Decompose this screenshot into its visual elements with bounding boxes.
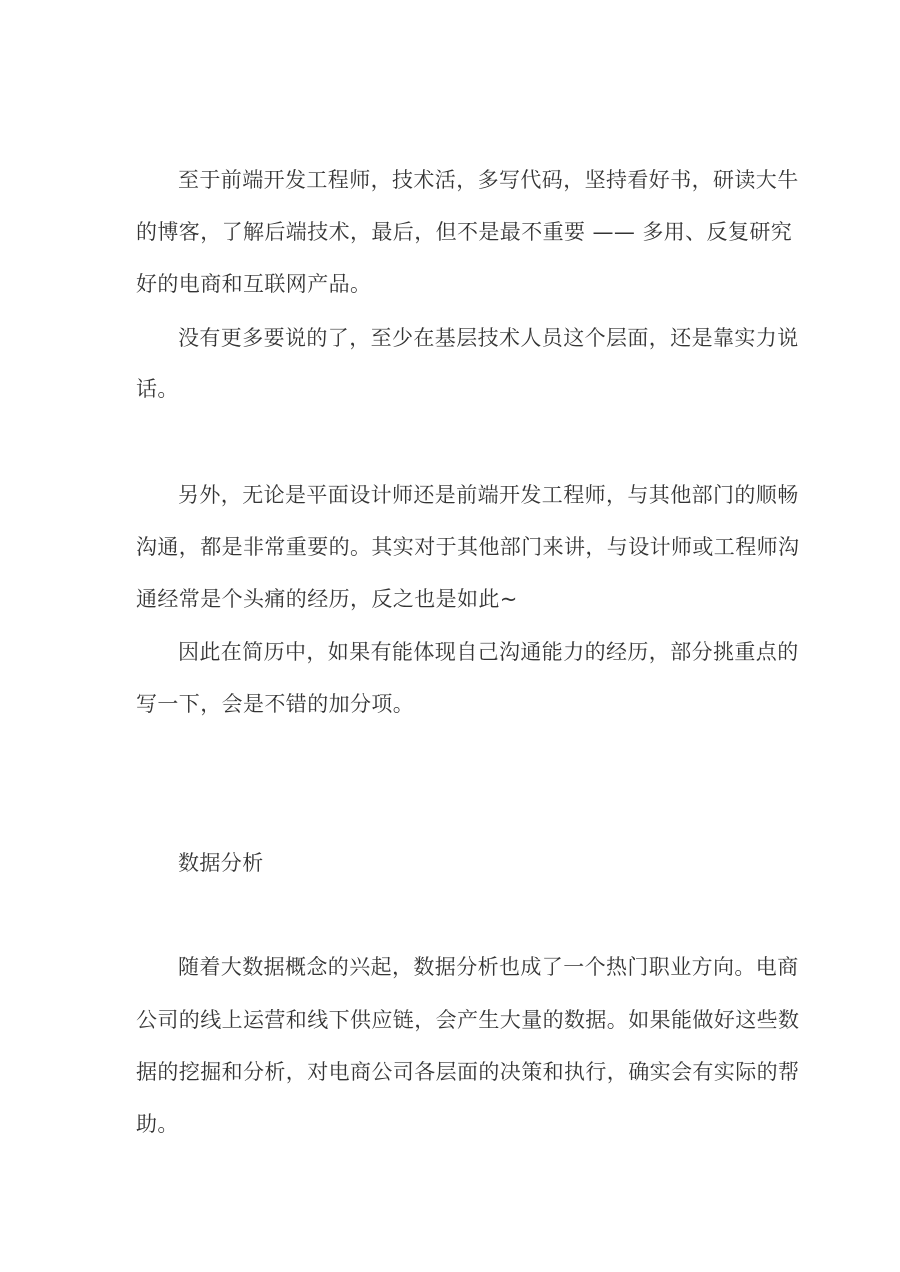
paragraph-2-line-1: 没有更多要说的了，至少在基层技术人员这个层面，还是靠实力说 bbox=[178, 326, 799, 350]
paragraph-5-line-4: 助。 bbox=[136, 1112, 179, 1136]
paragraph-5-line-1: 随着大数据概念的兴起，数据分析也成了一个热门职业方向。电商 bbox=[178, 955, 799, 979]
paragraph-1-line-3: 好的电商和互联网产品。 bbox=[136, 272, 372, 296]
paragraph-5-line-2: 公司的线上运营和线下供应链，会产生大量的数据。如果能做好这些数 bbox=[136, 1008, 800, 1032]
paragraph-4-line-1: 因此在简历中，如果有能体现自己沟通能力的经历，部分挑重点的 bbox=[178, 640, 799, 664]
paragraph-1-line-2: 的博客，了解后端技术，最后，但不是最不重要 —— 多用、反复研究 bbox=[136, 220, 793, 244]
paragraph-1-line-1: 至于前端开发工程师，技术活，多写代码，坚持看好书，研读大牛 bbox=[178, 168, 799, 192]
paragraph-3-line-2: 沟通，都是非常重要的。其实对于其他部门来讲，与设计师或工程师沟 bbox=[136, 535, 800, 559]
paragraph-5-line-3: 据的挖掘和分析，对电商公司各层面的决策和执行，确实会有实际的帮 bbox=[136, 1060, 800, 1084]
paragraph-4-line-2: 写一下，会是不错的加分项。 bbox=[136, 692, 415, 716]
paragraph-3-line-1: 另外，无论是平面设计师还是前端开发工程师，与其他部门的顺畅 bbox=[178, 483, 799, 507]
paragraph-2-line-2: 话。 bbox=[136, 377, 179, 401]
paragraph-3-line-3: 通经常是个头痛的经历，反之也是如此~ bbox=[136, 587, 518, 611]
section-heading: 数据分析 bbox=[178, 851, 264, 875]
